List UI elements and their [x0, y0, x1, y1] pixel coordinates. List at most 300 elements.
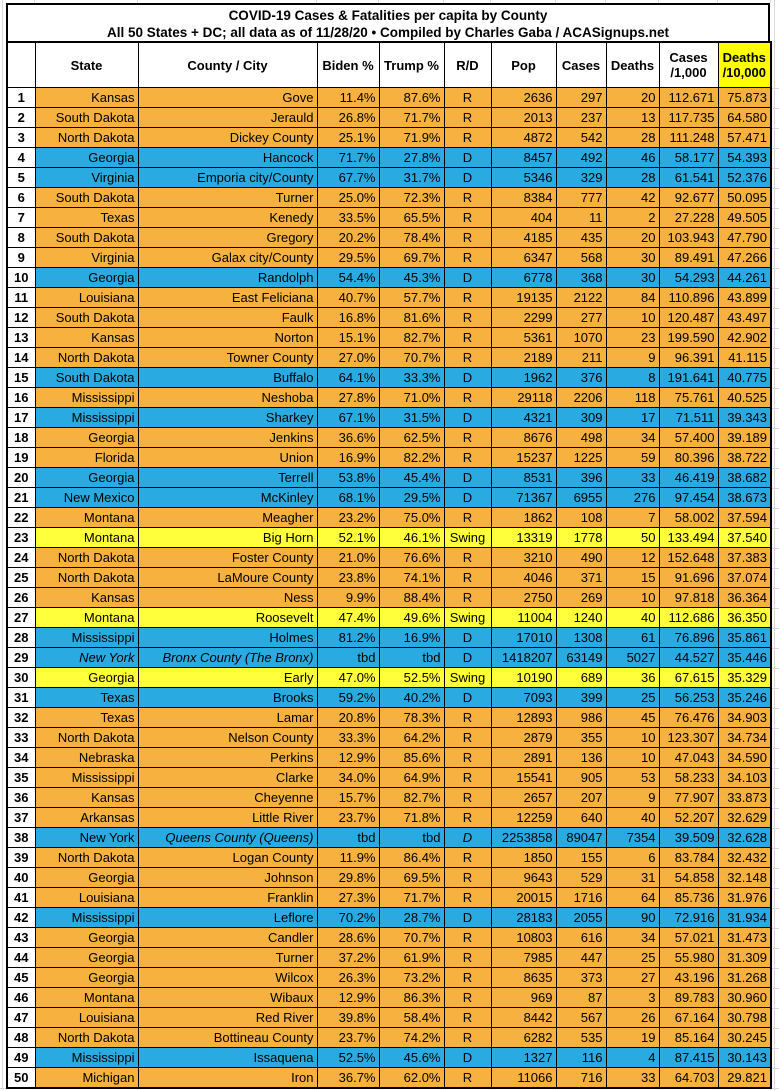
header-rank[interactable]: [7, 42, 35, 88]
party-cell[interactable]: D: [444, 368, 491, 388]
cases-per-1000-cell[interactable]: 133.494: [659, 528, 718, 548]
trump-pct-cell[interactable]: 57.7%: [379, 288, 444, 308]
deaths-cell[interactable]: 10: [606, 588, 659, 608]
row-number[interactable]: 7: [7, 208, 35, 228]
biden-pct-cell[interactable]: 26.3%: [317, 968, 379, 988]
party-cell[interactable]: D: [444, 488, 491, 508]
cases-per-1000-cell[interactable]: 77.907: [659, 788, 718, 808]
row-number[interactable]: 49: [7, 1048, 35, 1068]
party-cell[interactable]: R: [444, 108, 491, 128]
trump-pct-cell[interactable]: 69.5%: [379, 868, 444, 888]
cases-cell[interactable]: 309: [556, 408, 606, 428]
biden-pct-cell[interactable]: tbd: [317, 648, 379, 668]
row-number[interactable]: 34: [7, 748, 35, 768]
cases-per-1000-cell[interactable]: 67.164: [659, 1008, 718, 1028]
pop-cell[interactable]: 4046: [491, 568, 556, 588]
deaths-per-10000-cell[interactable]: 41.115: [718, 348, 771, 368]
cases-per-1000-cell[interactable]: 89.491: [659, 248, 718, 268]
county-cell[interactable]: Gove: [138, 88, 317, 108]
state-cell[interactable]: Georgia: [35, 668, 138, 688]
county-cell[interactable]: McKinley: [138, 488, 317, 508]
trump-pct-cell[interactable]: 82.7%: [379, 788, 444, 808]
state-cell[interactable]: Louisiana: [35, 888, 138, 908]
state-cell[interactable]: New York: [35, 648, 138, 668]
cases-cell[interactable]: 371: [556, 568, 606, 588]
cases-per-1000-cell[interactable]: 111.248: [659, 128, 718, 148]
state-cell[interactable]: Georgia: [35, 428, 138, 448]
deaths-cell[interactable]: 118: [606, 388, 659, 408]
county-cell[interactable]: Nelson County: [138, 728, 317, 748]
pop-cell[interactable]: 20015: [491, 888, 556, 908]
county-cell[interactable]: Candler: [138, 928, 317, 948]
state-cell[interactable]: North Dakota: [35, 348, 138, 368]
county-cell[interactable]: Jerauld: [138, 108, 317, 128]
cases-per-1000-cell[interactable]: 80.396: [659, 448, 718, 468]
pop-cell[interactable]: 7093: [491, 688, 556, 708]
state-cell[interactable]: Mississippi: [35, 628, 138, 648]
pop-cell[interactable]: 2253858: [491, 828, 556, 848]
deaths-cell[interactable]: 8: [606, 368, 659, 388]
county-cell[interactable]: Johnson: [138, 868, 317, 888]
deaths-per-10000-cell[interactable]: 31.473: [718, 928, 771, 948]
pop-cell[interactable]: 1962: [491, 368, 556, 388]
deaths-per-10000-cell[interactable]: 49.505: [718, 208, 771, 228]
biden-pct-cell[interactable]: 16.9%: [317, 448, 379, 468]
biden-pct-cell[interactable]: 37.2%: [317, 948, 379, 968]
deaths-per-10000-cell[interactable]: 30.143: [718, 1048, 771, 1068]
party-cell[interactable]: Swing: [444, 528, 491, 548]
party-cell[interactable]: D: [444, 468, 491, 488]
row-number[interactable]: 10: [7, 268, 35, 288]
trump-pct-cell[interactable]: 64.9%: [379, 768, 444, 788]
county-cell[interactable]: Randolph: [138, 268, 317, 288]
cases-per-1000-cell[interactable]: 92.677: [659, 188, 718, 208]
biden-pct-cell[interactable]: 23.7%: [317, 808, 379, 828]
county-cell[interactable]: Franklin: [138, 888, 317, 908]
county-cell[interactable]: Brooks: [138, 688, 317, 708]
trump-pct-cell[interactable]: 28.7%: [379, 908, 444, 928]
deaths-cell[interactable]: 36: [606, 668, 659, 688]
deaths-cell[interactable]: 17: [606, 408, 659, 428]
deaths-cell[interactable]: 7: [606, 508, 659, 528]
deaths-cell[interactable]: 90: [606, 908, 659, 928]
state-cell[interactable]: South Dakota: [35, 108, 138, 128]
cases-per-1000-cell[interactable]: 110.896: [659, 288, 718, 308]
biden-pct-cell[interactable]: 52.5%: [317, 1048, 379, 1068]
deaths-per-10000-cell[interactable]: 30.798: [718, 1008, 771, 1028]
state-cell[interactable]: Louisiana: [35, 288, 138, 308]
header-county[interactable]: County / City: [138, 42, 317, 88]
pop-cell[interactable]: 15237: [491, 448, 556, 468]
party-cell[interactable]: R: [444, 228, 491, 248]
pop-cell[interactable]: 404: [491, 208, 556, 228]
pop-cell[interactable]: 8442: [491, 1008, 556, 1028]
pop-cell[interactable]: 2299: [491, 308, 556, 328]
header-pop[interactable]: Pop: [491, 42, 556, 88]
cases-per-1000-cell[interactable]: 57.400: [659, 428, 718, 448]
county-cell[interactable]: Lamar: [138, 708, 317, 728]
biden-pct-cell[interactable]: 23.8%: [317, 568, 379, 588]
deaths-per-10000-cell[interactable]: 52.376: [718, 168, 771, 188]
cases-cell[interactable]: 1225: [556, 448, 606, 468]
cases-cell[interactable]: 1070: [556, 328, 606, 348]
cases-cell[interactable]: 640: [556, 808, 606, 828]
cases-per-1000-cell[interactable]: 91.696: [659, 568, 718, 588]
biden-pct-cell[interactable]: 71.7%: [317, 148, 379, 168]
cases-per-1000-cell[interactable]: 87.415: [659, 1048, 718, 1068]
cases-cell[interactable]: 986: [556, 708, 606, 728]
deaths-per-10000-cell[interactable]: 38.673: [718, 488, 771, 508]
row-number[interactable]: 30: [7, 668, 35, 688]
cases-cell[interactable]: 535: [556, 1028, 606, 1048]
deaths-cell[interactable]: 59: [606, 448, 659, 468]
cases-per-1000-cell[interactable]: 97.454: [659, 488, 718, 508]
biden-pct-cell[interactable]: 23.2%: [317, 508, 379, 528]
county-cell[interactable]: Emporia city/County: [138, 168, 317, 188]
deaths-per-10000-cell[interactable]: 39.189: [718, 428, 771, 448]
trump-pct-cell[interactable]: 72.3%: [379, 188, 444, 208]
cases-cell[interactable]: 567: [556, 1008, 606, 1028]
biden-pct-cell[interactable]: 67.1%: [317, 408, 379, 428]
biden-pct-cell[interactable]: 36.6%: [317, 428, 379, 448]
pop-cell[interactable]: 2891: [491, 748, 556, 768]
row-number[interactable]: 41: [7, 888, 35, 908]
pop-cell[interactable]: 3210: [491, 548, 556, 568]
party-cell[interactable]: R: [444, 188, 491, 208]
cases-per-1000-cell[interactable]: 64.703: [659, 1068, 718, 1089]
state-cell[interactable]: Louisiana: [35, 1008, 138, 1028]
deaths-per-10000-cell[interactable]: 40.525: [718, 388, 771, 408]
state-cell[interactable]: Georgia: [35, 868, 138, 888]
row-number[interactable]: 6: [7, 188, 35, 208]
biden-pct-cell[interactable]: 16.8%: [317, 308, 379, 328]
state-cell[interactable]: North Dakota: [35, 548, 138, 568]
party-cell[interactable]: R: [444, 588, 491, 608]
cases-per-1000-cell[interactable]: 44.527: [659, 648, 718, 668]
trump-pct-cell[interactable]: 64.2%: [379, 728, 444, 748]
cases-cell[interactable]: 297: [556, 88, 606, 108]
state-cell[interactable]: New Mexico: [35, 488, 138, 508]
pop-cell[interactable]: 6347: [491, 248, 556, 268]
header-deaths-per-10000[interactable]: Deaths /10,000: [718, 42, 771, 88]
cases-per-1000-cell[interactable]: 89.783: [659, 988, 718, 1008]
row-number[interactable]: 12: [7, 308, 35, 328]
county-cell[interactable]: Early: [138, 668, 317, 688]
trump-pct-cell[interactable]: 71.0%: [379, 388, 444, 408]
cases-cell[interactable]: 329: [556, 168, 606, 188]
cases-per-1000-cell[interactable]: 152.648: [659, 548, 718, 568]
biden-pct-cell[interactable]: tbd: [317, 828, 379, 848]
deaths-cell[interactable]: 30: [606, 268, 659, 288]
state-cell[interactable]: North Dakota: [35, 848, 138, 868]
cases-cell[interactable]: 87: [556, 988, 606, 1008]
party-cell[interactable]: R: [444, 348, 491, 368]
cases-per-1000-cell[interactable]: 76.476: [659, 708, 718, 728]
party-cell[interactable]: R: [444, 1008, 491, 1028]
cases-per-1000-cell[interactable]: 191.641: [659, 368, 718, 388]
deaths-per-10000-cell[interactable]: 37.074: [718, 568, 771, 588]
cases-per-1000-cell[interactable]: 97.818: [659, 588, 718, 608]
pop-cell[interactable]: 4185: [491, 228, 556, 248]
trump-pct-cell[interactable]: 73.2%: [379, 968, 444, 988]
row-number[interactable]: 22: [7, 508, 35, 528]
pop-cell[interactable]: 2636: [491, 88, 556, 108]
deaths-per-10000-cell[interactable]: 31.976: [718, 888, 771, 908]
state-cell[interactable]: Texas: [35, 708, 138, 728]
cases-cell[interactable]: 492: [556, 148, 606, 168]
deaths-per-10000-cell[interactable]: 38.682: [718, 468, 771, 488]
state-cell[interactable]: Georgia: [35, 468, 138, 488]
row-number[interactable]: 20: [7, 468, 35, 488]
trump-pct-cell[interactable]: 31.5%: [379, 408, 444, 428]
biden-pct-cell[interactable]: 12.9%: [317, 988, 379, 1008]
county-cell[interactable]: Logan County: [138, 848, 317, 868]
trump-pct-cell[interactable]: 88.4%: [379, 588, 444, 608]
row-number[interactable]: 42: [7, 908, 35, 928]
county-cell[interactable]: Hancock: [138, 148, 317, 168]
deaths-cell[interactable]: 276: [606, 488, 659, 508]
cases-cell[interactable]: 237: [556, 108, 606, 128]
state-cell[interactable]: Virginia: [35, 248, 138, 268]
trump-pct-cell[interactable]: 71.9%: [379, 128, 444, 148]
trump-pct-cell[interactable]: 62.5%: [379, 428, 444, 448]
deaths-cell[interactable]: 20: [606, 88, 659, 108]
party-cell[interactable]: Swing: [444, 608, 491, 628]
biden-pct-cell[interactable]: 54.4%: [317, 268, 379, 288]
trump-pct-cell[interactable]: 46.1%: [379, 528, 444, 548]
biden-pct-cell[interactable]: 20.2%: [317, 228, 379, 248]
row-number[interactable]: 5: [7, 168, 35, 188]
row-number[interactable]: 1: [7, 88, 35, 108]
party-cell[interactable]: R: [444, 708, 491, 728]
trump-pct-cell[interactable]: 85.6%: [379, 748, 444, 768]
county-cell[interactable]: Ness: [138, 588, 317, 608]
pop-cell[interactable]: 1418207: [491, 648, 556, 668]
deaths-per-10000-cell[interactable]: 34.903: [718, 708, 771, 728]
county-cell[interactable]: LaMoure County: [138, 568, 317, 588]
county-cell[interactable]: Little River: [138, 808, 317, 828]
county-cell[interactable]: Perkins: [138, 748, 317, 768]
deaths-per-10000-cell[interactable]: 35.446: [718, 648, 771, 668]
biden-pct-cell[interactable]: 53.8%: [317, 468, 379, 488]
party-cell[interactable]: R: [444, 988, 491, 1008]
cases-cell[interactable]: 542: [556, 128, 606, 148]
county-cell[interactable]: Jenkins: [138, 428, 317, 448]
row-number[interactable]: 27: [7, 608, 35, 628]
cases-per-1000-cell[interactable]: 83.784: [659, 848, 718, 868]
county-cell[interactable]: East Feliciana: [138, 288, 317, 308]
county-cell[interactable]: Clarke: [138, 768, 317, 788]
deaths-per-10000-cell[interactable]: 32.432: [718, 848, 771, 868]
cases-per-1000-cell[interactable]: 54.293: [659, 268, 718, 288]
state-cell[interactable]: Montana: [35, 988, 138, 1008]
row-number[interactable]: 43: [7, 928, 35, 948]
deaths-per-10000-cell[interactable]: 38.722: [718, 448, 771, 468]
state-cell[interactable]: Kansas: [35, 788, 138, 808]
biden-pct-cell[interactable]: 29.8%: [317, 868, 379, 888]
pop-cell[interactable]: 10803: [491, 928, 556, 948]
county-cell[interactable]: Big Horn: [138, 528, 317, 548]
deaths-cell[interactable]: 28: [606, 128, 659, 148]
biden-pct-cell[interactable]: 21.0%: [317, 548, 379, 568]
state-cell[interactable]: Kansas: [35, 588, 138, 608]
party-cell[interactable]: R: [444, 388, 491, 408]
trump-pct-cell[interactable]: 65.5%: [379, 208, 444, 228]
deaths-per-10000-cell[interactable]: 34.734: [718, 728, 771, 748]
deaths-per-10000-cell[interactable]: 32.628: [718, 828, 771, 848]
cases-per-1000-cell[interactable]: 58.233: [659, 768, 718, 788]
pop-cell[interactable]: 6778: [491, 268, 556, 288]
row-number[interactable]: 31: [7, 688, 35, 708]
row-number[interactable]: 13: [7, 328, 35, 348]
trump-pct-cell[interactable]: 31.7%: [379, 168, 444, 188]
deaths-cell[interactable]: 40: [606, 608, 659, 628]
deaths-cell[interactable]: 45: [606, 708, 659, 728]
party-cell[interactable]: R: [444, 1028, 491, 1048]
row-number[interactable]: 48: [7, 1028, 35, 1048]
header-cases[interactable]: Cases: [556, 42, 606, 88]
cases-cell[interactable]: 905: [556, 768, 606, 788]
trump-pct-cell[interactable]: 29.5%: [379, 488, 444, 508]
row-number[interactable]: 14: [7, 348, 35, 368]
trump-pct-cell[interactable]: 74.1%: [379, 568, 444, 588]
deaths-per-10000-cell[interactable]: 43.899: [718, 288, 771, 308]
state-cell[interactable]: Mississippi: [35, 1048, 138, 1068]
county-cell[interactable]: Sharkey: [138, 408, 317, 428]
party-cell[interactable]: R: [444, 288, 491, 308]
deaths-per-10000-cell[interactable]: 37.383: [718, 548, 771, 568]
pop-cell[interactable]: 8457: [491, 148, 556, 168]
cases-cell[interactable]: 689: [556, 668, 606, 688]
deaths-per-10000-cell[interactable]: 64.580: [718, 108, 771, 128]
state-cell[interactable]: Georgia: [35, 948, 138, 968]
state-cell[interactable]: South Dakota: [35, 228, 138, 248]
trump-pct-cell[interactable]: 71.7%: [379, 888, 444, 908]
deaths-per-10000-cell[interactable]: 36.364: [718, 588, 771, 608]
party-cell[interactable]: R: [444, 968, 491, 988]
pop-cell[interactable]: 6282: [491, 1028, 556, 1048]
cases-cell[interactable]: 2206: [556, 388, 606, 408]
cases-per-1000-cell[interactable]: 85.736: [659, 888, 718, 908]
cases-per-1000-cell[interactable]: 76.896: [659, 628, 718, 648]
cases-cell[interactable]: 616: [556, 928, 606, 948]
trump-pct-cell[interactable]: 62.0%: [379, 1068, 444, 1089]
cases-per-1000-cell[interactable]: 112.686: [659, 608, 718, 628]
trump-pct-cell[interactable]: 70.7%: [379, 928, 444, 948]
row-number[interactable]: 33: [7, 728, 35, 748]
state-cell[interactable]: Mississippi: [35, 388, 138, 408]
cases-cell[interactable]: 211: [556, 348, 606, 368]
cases-per-1000-cell[interactable]: 112.671: [659, 88, 718, 108]
trump-pct-cell[interactable]: 82.2%: [379, 448, 444, 468]
cases-per-1000-cell[interactable]: 61.541: [659, 168, 718, 188]
county-cell[interactable]: Terrell: [138, 468, 317, 488]
cases-per-1000-cell[interactable]: 72.916: [659, 908, 718, 928]
biden-pct-cell[interactable]: 40.7%: [317, 288, 379, 308]
deaths-per-10000-cell[interactable]: 35.329: [718, 668, 771, 688]
deaths-per-10000-cell[interactable]: 50.095: [718, 188, 771, 208]
party-cell[interactable]: R: [444, 728, 491, 748]
deaths-per-10000-cell[interactable]: 29.821: [718, 1068, 771, 1089]
deaths-per-10000-cell[interactable]: 36.350: [718, 608, 771, 628]
party-cell[interactable]: D: [444, 828, 491, 848]
biden-pct-cell[interactable]: 64.1%: [317, 368, 379, 388]
deaths-per-10000-cell[interactable]: 35.861: [718, 628, 771, 648]
row-number[interactable]: 40: [7, 868, 35, 888]
state-cell[interactable]: New York: [35, 828, 138, 848]
deaths-per-10000-cell[interactable]: 75.873: [718, 88, 771, 108]
row-number[interactable]: 21: [7, 488, 35, 508]
state-cell[interactable]: Virginia: [35, 168, 138, 188]
deaths-per-10000-cell[interactable]: 47.266: [718, 248, 771, 268]
biden-pct-cell[interactable]: 36.7%: [317, 1068, 379, 1089]
deaths-cell[interactable]: 84: [606, 288, 659, 308]
deaths-per-10000-cell[interactable]: 30.245: [718, 1028, 771, 1048]
county-cell[interactable]: Roosevelt: [138, 608, 317, 628]
county-cell[interactable]: Meagher: [138, 508, 317, 528]
biden-pct-cell[interactable]: 33.3%: [317, 728, 379, 748]
pop-cell[interactable]: 2750: [491, 588, 556, 608]
pop-cell[interactable]: 28183: [491, 908, 556, 928]
deaths-cell[interactable]: 33: [606, 468, 659, 488]
cases-cell[interactable]: 116: [556, 1048, 606, 1068]
state-cell[interactable]: North Dakota: [35, 728, 138, 748]
pop-cell[interactable]: 2189: [491, 348, 556, 368]
deaths-cell[interactable]: 6: [606, 848, 659, 868]
cases-cell[interactable]: 155: [556, 848, 606, 868]
trump-pct-cell[interactable]: 86.4%: [379, 848, 444, 868]
county-cell[interactable]: Towner County: [138, 348, 317, 368]
cases-cell[interactable]: 435: [556, 228, 606, 248]
trump-pct-cell[interactable]: 71.7%: [379, 108, 444, 128]
biden-pct-cell[interactable]: 23.7%: [317, 1028, 379, 1048]
deaths-per-10000-cell[interactable]: 32.148: [718, 868, 771, 888]
cases-cell[interactable]: 136: [556, 748, 606, 768]
county-cell[interactable]: Turner: [138, 948, 317, 968]
party-cell[interactable]: R: [444, 208, 491, 228]
deaths-cell[interactable]: 9: [606, 348, 659, 368]
cases-cell[interactable]: 2055: [556, 908, 606, 928]
county-cell[interactable]: Queens County (Queens): [138, 828, 317, 848]
cases-per-1000-cell[interactable]: 85.164: [659, 1028, 718, 1048]
deaths-per-10000-cell[interactable]: 47.790: [718, 228, 771, 248]
deaths-cell[interactable]: 26: [606, 1008, 659, 1028]
deaths-cell[interactable]: 19: [606, 1028, 659, 1048]
biden-pct-cell[interactable]: 11.4%: [317, 88, 379, 108]
county-cell[interactable]: Wilcox: [138, 968, 317, 988]
cases-cell[interactable]: 568: [556, 248, 606, 268]
cases-cell[interactable]: 63149: [556, 648, 606, 668]
pop-cell[interactable]: 969: [491, 988, 556, 1008]
deaths-per-10000-cell[interactable]: 33.873: [718, 788, 771, 808]
party-cell[interactable]: R: [444, 848, 491, 868]
row-number[interactable]: 46: [7, 988, 35, 1008]
state-cell[interactable]: Georgia: [35, 148, 138, 168]
county-cell[interactable]: Bronx County (The Bronx): [138, 648, 317, 668]
cases-per-1000-cell[interactable]: 58.177: [659, 148, 718, 168]
trump-pct-cell[interactable]: 74.2%: [379, 1028, 444, 1048]
pop-cell[interactable]: 1327: [491, 1048, 556, 1068]
cases-cell[interactable]: 89047: [556, 828, 606, 848]
biden-pct-cell[interactable]: 67.7%: [317, 168, 379, 188]
county-cell[interactable]: Buffalo: [138, 368, 317, 388]
biden-pct-cell[interactable]: 25.0%: [317, 188, 379, 208]
pop-cell[interactable]: 8635: [491, 968, 556, 988]
biden-pct-cell[interactable]: 39.8%: [317, 1008, 379, 1028]
trump-pct-cell[interactable]: tbd: [379, 648, 444, 668]
row-number[interactable]: 15: [7, 368, 35, 388]
cases-per-1000-cell[interactable]: 58.002: [659, 508, 718, 528]
